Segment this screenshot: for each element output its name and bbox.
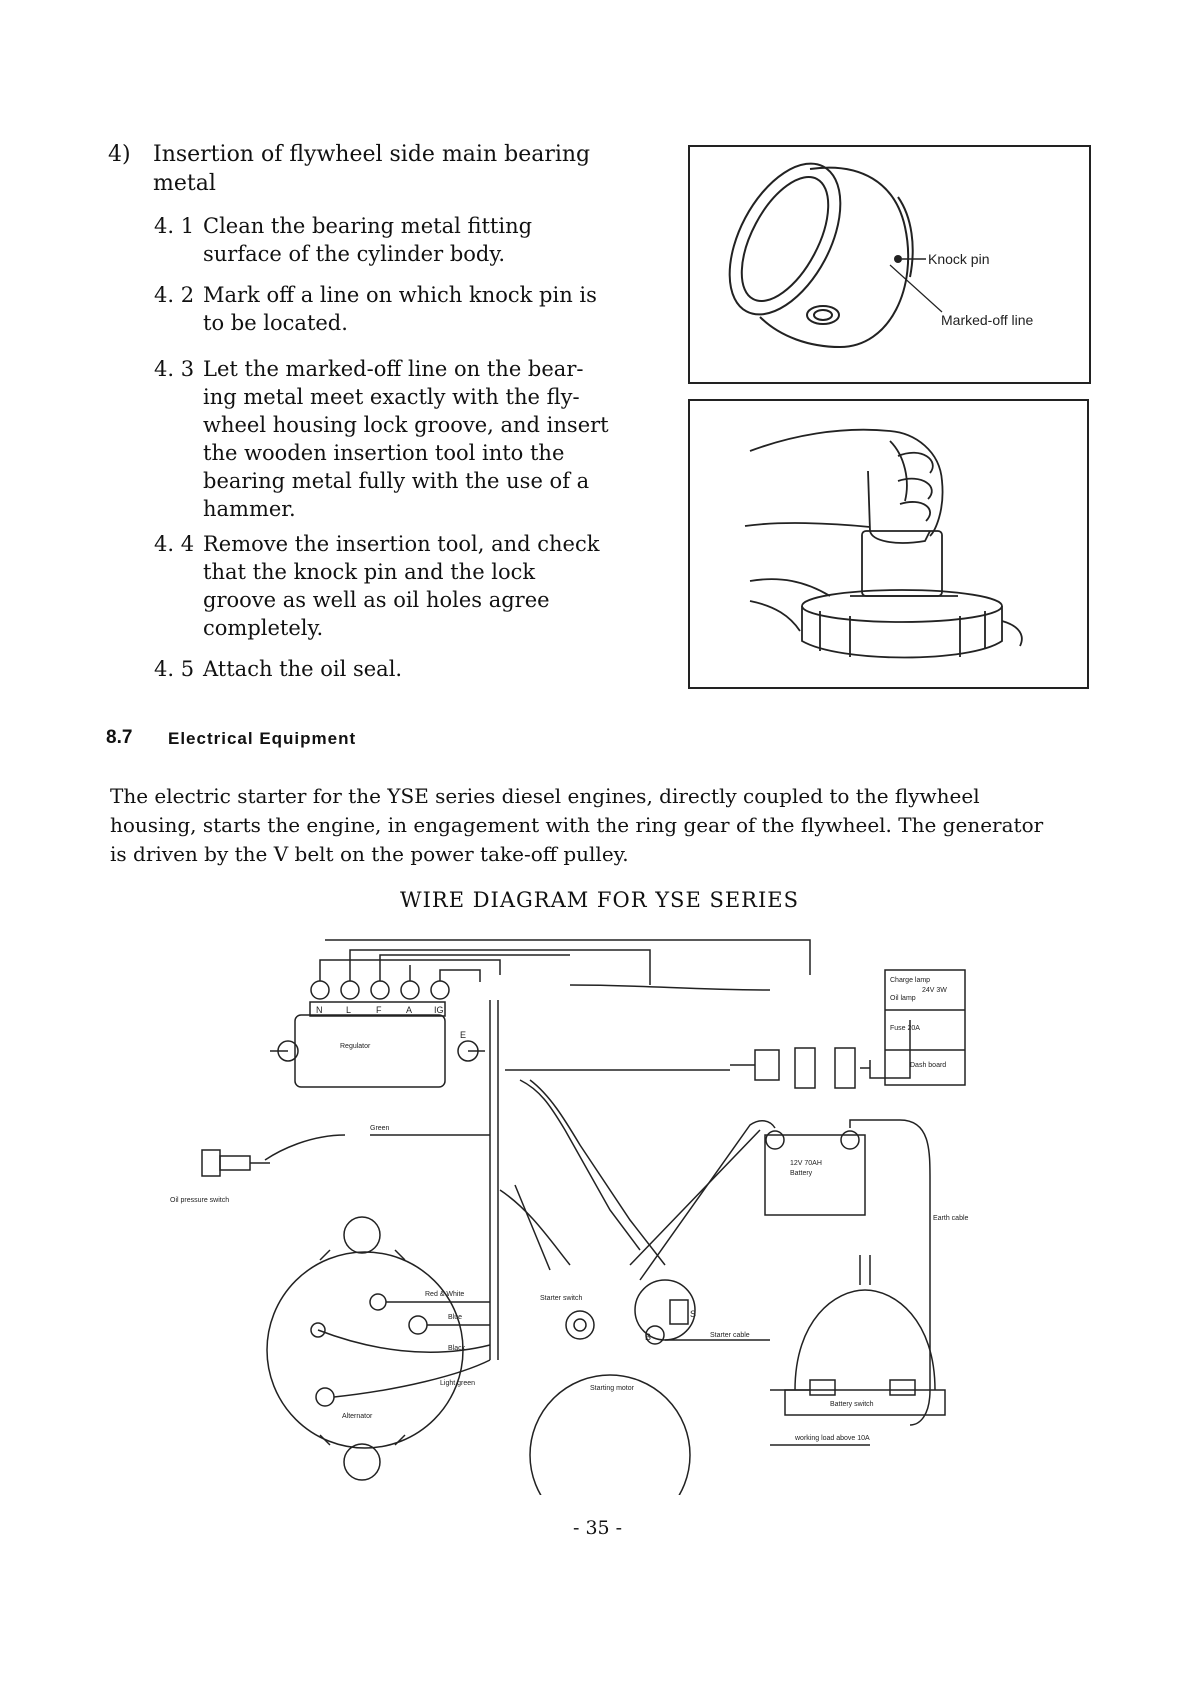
starting-motor-label: Starting motor [590,1385,634,1392]
substep-number: 4. 2 [154,283,195,307]
charge-lamp-label: Charge lamp [890,977,931,984]
black-wire-label: Black [448,1345,466,1352]
substep-number: 4. 1 [154,214,195,238]
regulator-label: Regulator [340,1043,371,1050]
earth-cable-label: Earth cable [933,1215,969,1222]
working-load-label: working load above 10A [795,1435,870,1442]
battery-label: Battery [790,1170,813,1177]
substep-number: 4. 4 [154,532,195,556]
red-white-wire-label: Red & White [425,1291,465,1298]
terminal-l: L [346,1005,352,1015]
terminal-s: S [690,1309,697,1319]
terminal-n: N [316,1005,323,1015]
marked-off-line-label: Marked-off line [941,312,1034,328]
starter-switch-label: Starter switch [540,1295,583,1302]
terminal-e: E [460,1030,467,1040]
substep-text: Mark off a line on which knock pin is to be located. [203,283,597,335]
diagram-title: WIRE DIAGRAM FOR YSE SERIES [400,888,799,912]
oil-pressure-switch-label: Oil pressure switch [170,1197,230,1204]
alternator-label: Alternator [342,1413,373,1420]
terminal-b: B [645,1332,652,1342]
green-wire-label: Green [370,1125,390,1132]
terminal-f: F [376,1005,382,1015]
knock-pin-label: Knock pin [928,251,990,267]
light-green-wire-label: Light green [440,1380,476,1387]
oil-lamp-label: Oil lamp [890,995,916,1002]
substep-text: Remove the insertion tool, and check that the knock pin and the lock groove as well as oil holes agree completely. [203,532,600,640]
section-title: Electrical Equipment [168,729,357,748]
battery-switch-label: Battery switch [830,1401,874,1408]
insertion-tool-drawing [690,401,1087,687]
substep-number: 4. 5 [154,657,195,681]
battery-spec-label: 12V 70AH [790,1160,822,1167]
wire-diagram [170,920,1030,1495]
paragraph-line-2: housing, starts the engine, in engagement with the ring gear of the flywheel. The generator [110,813,1044,837]
bearing-metal-drawing [690,147,1089,382]
step-title: Insertion of flywheel side main bearing metal [153,142,591,196]
substep-text: Let the marked-off line on the bear- ing metal meet exactly with the fly- wheel housing lock groove, and insert the wooden insertion tool into the bearing metal fully with the use of a hammer. [203,357,609,521]
starter-cable-label: Starter cable [710,1332,750,1339]
terminal-a: A [406,1005,413,1015]
dash-board-label: Dash board [910,1062,947,1069]
paragraph-line-3: is driven by the V belt on the power take-off pulley. [110,842,629,866]
section-number: 8.7 [106,727,133,748]
substep-text: Attach the oil seal. [203,657,403,681]
fuse-label: Fuse 20A [890,1025,920,1032]
substep-number: 4. 3 [154,357,195,381]
page-number: - 35 - [573,1517,623,1539]
insertion-tool-figure [688,399,1089,689]
lamp-rating-label: 24V 3W [922,987,947,994]
bearing-metal-figure [688,145,1091,384]
blue-wire-label: Blue [448,1314,463,1321]
substep-text: Clean the bearing metal fitting surface of the cylinder body. [203,214,533,266]
paragraph-line-1: The electric starter for the YSE series diesel engines, directly coupled to the flywheel [110,784,980,808]
step-number: 4) [108,142,131,167]
terminal-ig: IG [434,1005,444,1015]
